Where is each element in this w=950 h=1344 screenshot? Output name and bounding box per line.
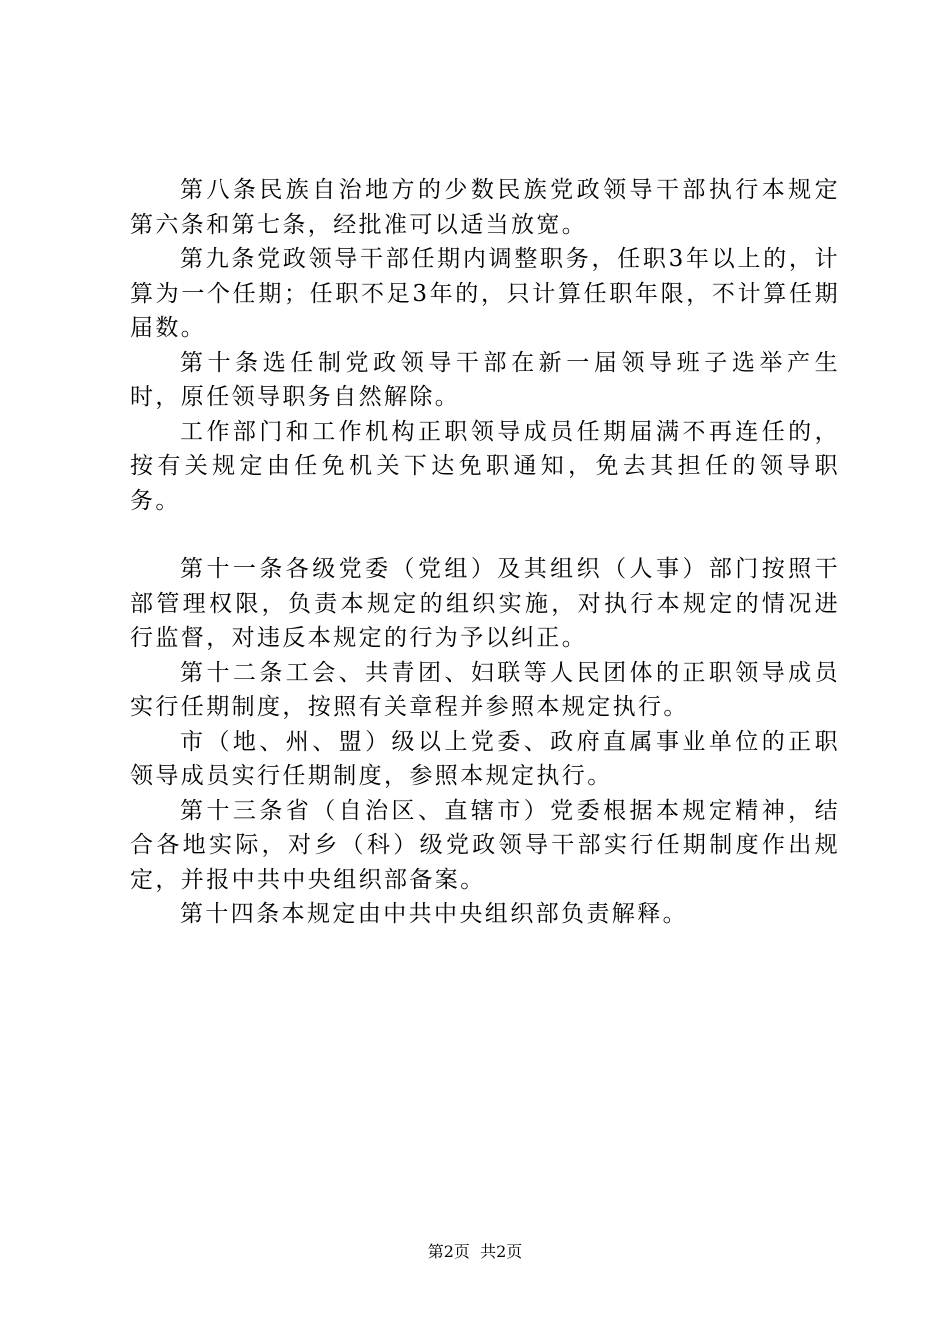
paragraph-spacer bbox=[130, 518, 840, 552]
document-body bbox=[130, 173, 840, 932]
page-number-footer: 第2页 共2页 bbox=[427, 1242, 523, 1261]
paragraph-article-11: 第十一条各级党委（党组）及其组织（人事）部门按照干部管理权限，负责本规定的组织实施，对执行本规定的情况进行监督，对违反本规定的行为予以纠正。 bbox=[130, 556, 840, 651]
paragraph-article-9: 第九条党政领导干部任期内调整职务，任职3年以上的，计算为一个任期；任职不足3年的，只计算任职年限，不计算任期届数。 bbox=[130, 246, 840, 341]
paragraph-article-12-clause-2: 市（地、州、盟）级以上党委、政府直属事业单位的正职领导成员实行任期制度，参照本规定执行。 bbox=[130, 728, 840, 789]
paragraph-article-8: 第八条民族自治地方的少数民族党政领导干部执行本规定第六条和第七条，经批准可以适当放宽。 bbox=[130, 177, 840, 238]
paragraph-article-13: 第十三条省（自治区、直辖市）党委根据本规定精神，结合各地实际，对乡（科）级党政领导干部实行任期制度作出规定，并报中共中央组织部备案。 bbox=[130, 797, 840, 893]
paragraph-article-10: 第十条选任制党政领导干部在新一届领导班子选举产生时，原任领导职务自然解除。 bbox=[130, 349, 840, 410]
paragraph-article-14: 第十四条本规定由中共中央组织部负责解释。 bbox=[180, 901, 688, 927]
paragraph-article-10-clause-2: 工作部门和工作机构正职领导成员任期届满不再连任的，按有关规定由任免机关下达免职通知，免去其担任的领导职务。 bbox=[130, 418, 840, 514]
paragraph-article-12: 第十二条工会、共青团、妇联等人民团体的正职领导成员实行任期制度，按照有关章程并参照本规定执行。 bbox=[130, 659, 840, 720]
